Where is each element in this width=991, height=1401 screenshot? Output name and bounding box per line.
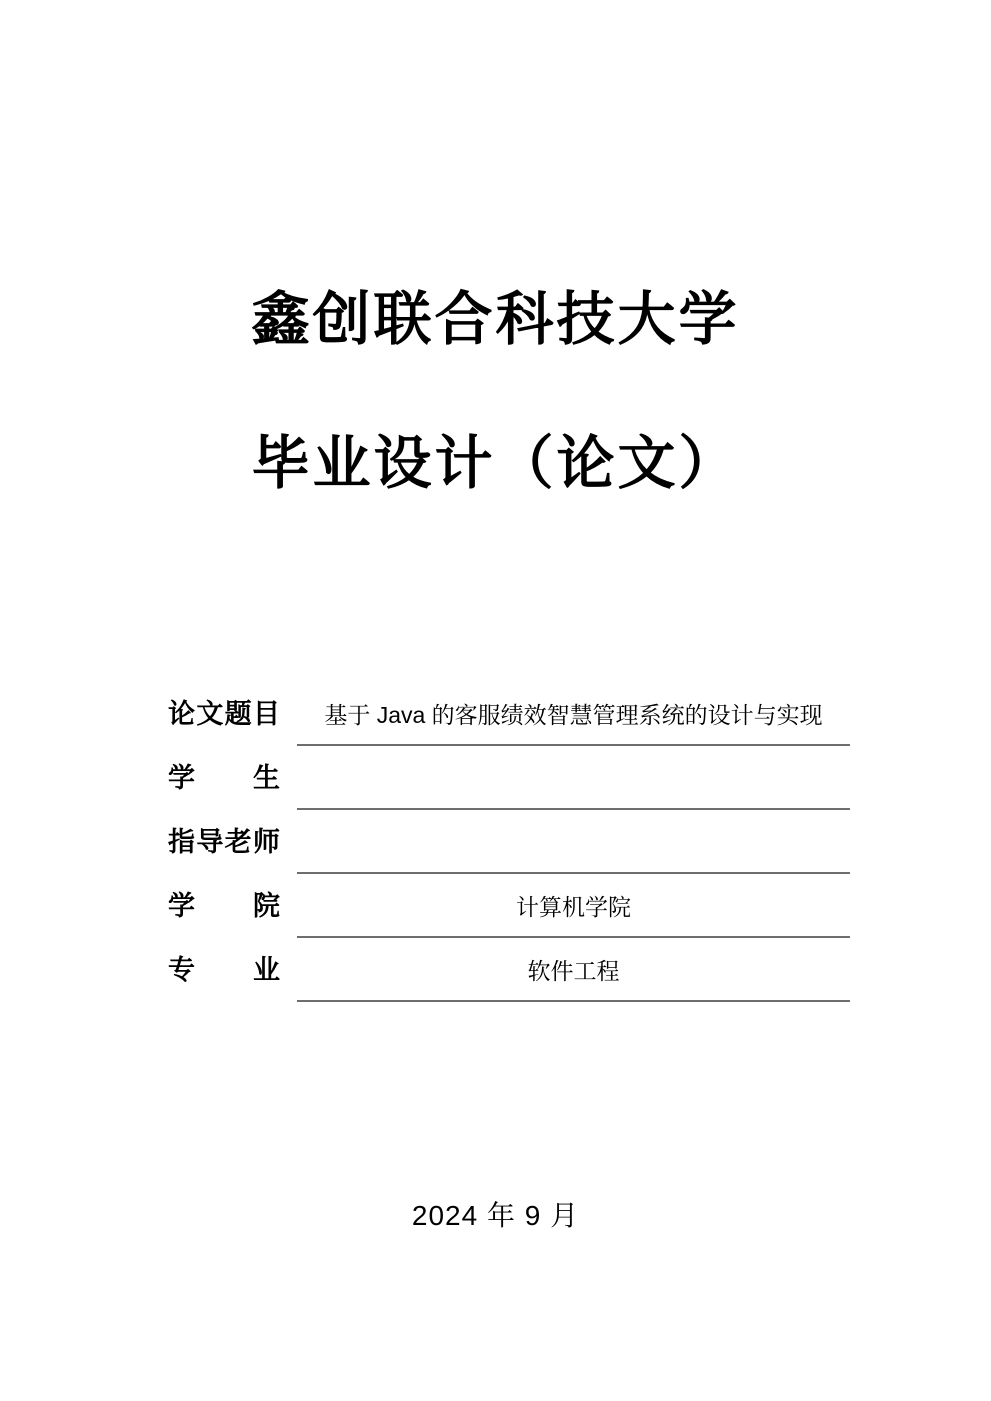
major-label xyxy=(168,938,280,1002)
university-title: 鑫创联合科技大学 xyxy=(251,287,740,352)
advisor-field xyxy=(297,810,850,874)
student-field xyxy=(297,746,850,810)
advisor-label xyxy=(168,810,280,874)
college-label xyxy=(168,874,280,938)
cover-form xyxy=(168,682,850,1002)
thesis-title-label-text: 论文题目 xyxy=(168,698,280,729)
thesis-title-label xyxy=(168,682,280,746)
date: 2024 年 9 月 xyxy=(411,1200,580,1231)
thesis-type-title: 毕业设计（论文） xyxy=(251,431,740,496)
thesis-title-field: 基于 Java 的客服绩效智慧管理系统的设计与实现 xyxy=(297,682,850,746)
form-row-major xyxy=(168,938,850,1002)
college-field: 计算机学院 xyxy=(297,874,850,938)
advisor-label-text: 指导老师 xyxy=(168,826,280,857)
form-row-thesis-title xyxy=(168,682,850,746)
form-row-college xyxy=(168,874,850,938)
student-label-text: 学生 xyxy=(168,762,280,793)
major-field: 软件工程 xyxy=(297,938,850,1002)
student-label xyxy=(168,746,280,810)
form-row-advisor xyxy=(168,810,850,874)
college-label-text: 学院 xyxy=(168,890,280,921)
form-row-student xyxy=(168,746,850,810)
major-label-text: 专业 xyxy=(168,954,280,985)
